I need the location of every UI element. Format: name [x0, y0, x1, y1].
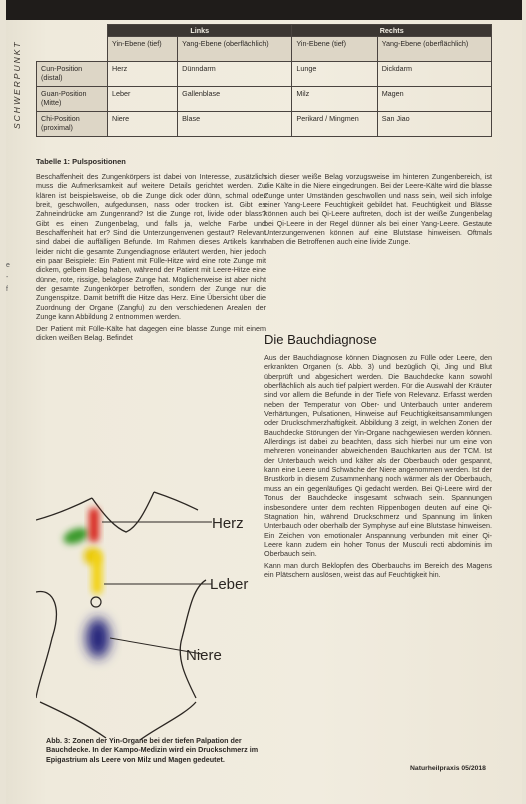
table-caption: Tabelle 1: Pulspositionen [36, 157, 126, 166]
table-group-right: Rechts [292, 25, 492, 37]
table-cell: Herz [108, 62, 178, 87]
table-subheader: Yin-Ebene (tief) [292, 37, 377, 62]
table-row [37, 112, 492, 137]
top-bar [6, 0, 522, 20]
page-footer: Naturheilpraxis 05/2018 [410, 765, 486, 772]
table-row [37, 62, 492, 87]
figure-label-heart: Herz [212, 515, 244, 532]
figure-label-liver: Leber [210, 576, 249, 593]
table-row-header: Chi-Position (proximal) [37, 112, 108, 137]
paragraph: Der Patient mit Fülle-Kälte hat dagegen eine blasse Zunge mit einem dicken weißen Belag. Befindet [36, 323, 266, 342]
heart-zone [89, 508, 99, 542]
table-cell: Magen [377, 87, 491, 112]
table-row-header: Cun-Position (distal) [37, 62, 108, 87]
margin-note: - [6, 274, 9, 281]
right-column-bottom-text [264, 353, 492, 753]
margin-note: e [6, 262, 10, 269]
abdomen-illustration [36, 488, 268, 742]
table-cell: Blase [178, 112, 292, 137]
table-cell: Dünndarm [178, 62, 292, 87]
margin-note: f [6, 286, 8, 293]
table-subheader: Yang-Ebene (oberflächlich) [377, 37, 491, 62]
figure-label-kidney: Niere [186, 647, 222, 664]
table-cell: Lunge [292, 62, 377, 87]
navel [91, 597, 101, 607]
abdomen-figure [36, 488, 268, 742]
paragraph: Aus der Bauchdiagnose können Diagnosen zu Fülle oder Leere, den erkrankten Organen (s. Abb. 3) und bezüglich Qi, Jing und Blut überprüft und abgesichert werden. Die Bauchdecke kann sowohl oberflächlich als auch tief palpiert werden. Für die Auswahl der Kräuter sind vor allem die Befunde in der Tiefe von Relevanz. Erfasst werden neben der Temperatur von Ober- und Unterbauch unter anderem Verhärtungen, Pulsationen, Hinweise auf Feuchtigkeitsansammlungen oder Druckschmerzhaftigkeit. Abbildung 3 zeigt, in welchen Zonen der Bauchdecke Störungen der Yin-Organe nachgewiesen werden können. Allerdings ist dabei zu beachten, dass sich hierbei nur um eine von mehreren voneinander abweichenden Bauchkarten aus der TCM. Ist der Unterbauch weich und kälter als der Oberbauch oder gespannt, kann eine Leere und Schwäche der Niere angenommen werden. Ist der Brustkorb in diesem Zusammenhang noch wärmer als der Oberbauch, muss an ein gegenläufiges Qi gedacht werden. Bei Qi-Leere wird der Tonus der Bauchdecke insgesamt schwach sein. Spannungen insbesondere unter dem rechten Rippenbogen deuten auf eine Qi-Stagnation hin, während Druckschmerz und Spannung im linken Unterbauch oder oberhalb der Symphyse auf eine Blutstase hinweisen. Ein Zeichen von emotionaler Anspannung verbunden mit einer Qi-Leere kann zudem ein hoher Tonus der Musculi recti abdominis im Oberbauch sein. [264, 353, 492, 559]
left-column-text [36, 172, 266, 482]
paragraph: Beschaffenheit des Zungenkörpers ist dabei von Interesse, zusätzlich muss die Aufmerksamkeit auf weitere Details gerichtet werden. Zu klären ist beispielsweise, ob die Zunge dick oder dünn, schmal oder breit, geschwollen, aufgedunsen, nass oder trocken ist. Gibt es Zahneindrücke am Zungenrand? Ist die Zunge rot, livide oder blass? Gibt es einen Zungenbelag, und falls ja, welche Farbe und Beschaffenheit hat er? Sind die Unterzungenvenen gestaut? Relevant sind dabei die auffälligen Befunde. Im Rahmen dieses Artikels kann leider nicht die gesamte Zungendiagnose erläutert werden, hier jedoch ein paar Beispiele: Ein Patient mit Fülle-Hitze wird eine rote Zunge mit dickem, gelbem Belag haben, während der Patient mit Leere-Hitze eine dünne, rote, rissige, belaglose Zunge hat. Möglicherweise ist aber nicht der gesamte Zungenkörper betroffen, sondern der Zunge nur die Zungenspitze. Damit betrifft die Hitze das Herz. Eine Übersicht über die Zuordnung der Organe (Zangfu) zu den verschiedenen Arealen der Zunge kann Abbildung 2 entnommen werden. [36, 172, 266, 322]
table-cell: Dickdarm [377, 62, 491, 87]
paragraph: Kann man durch Beklopfen des Oberbauchs im Bereich des Magens ein Plätschern auslösen, weist das auf Feuchtigkeit hin. [264, 560, 492, 579]
rib-arch [92, 492, 154, 532]
table-row-header: Guan-Position (Mitte) [37, 87, 108, 112]
table-cell: Niere [108, 112, 178, 137]
table-cell: Perikard / Mingmen [292, 112, 377, 137]
liver-zone [92, 552, 102, 594]
table-cell: Milz [292, 87, 377, 112]
pulse-table [36, 24, 492, 137]
figure-caption: Abb. 3: Zonen der Yin-Organe bei der tiefen Palpation der Bauchdecke. In der Kampo-Medizin wird ein Druckschmerz im Epigastrium als Leere von Milz und Magen gedeutet. [46, 736, 259, 764]
table-row [37, 87, 492, 112]
table-cell: Gallenblase [178, 87, 292, 112]
paragraph: sich dieser weiße Belag vorzugsweise im hinteren Zungenbereich, ist die Kälte in die Niere eingedrungen. Bei der Leere-Kälte wird die blasse Zunge unter Umständen geschwollen und nass sein, weil sich infolge einer Yang-Leere Feuchtigkeit gebildet hat. Feuchtigkeit und Blässe können auch bei Qi-Leere auftreten, doch ist der weiße Zungenbelag bei Qi-Leere in der Regel dünner als bei einer Yang-Leere. Gestaute Unterzungenvenen können auf eine Blutstase hinweisen. Oftmals haben die Betroffenen auch eine livide Zunge. [264, 172, 492, 247]
section-label: SCHWERPUNKT [12, 40, 22, 130]
lung-zone [61, 525, 90, 547]
table-subheader: Yang-Ebene (oberflächlich) [178, 37, 292, 62]
right-column-top-text [264, 172, 492, 294]
table-cell: San Jiao [377, 112, 491, 137]
magazine-page [6, 0, 522, 804]
table-group-left: Links [108, 25, 292, 37]
section-heading: Die Bauchdiagnose [264, 332, 377, 347]
table-subheader: Yin-Ebene (tief) [108, 37, 178, 62]
table-cell: Leber [108, 87, 178, 112]
kidney-zone [86, 618, 110, 658]
